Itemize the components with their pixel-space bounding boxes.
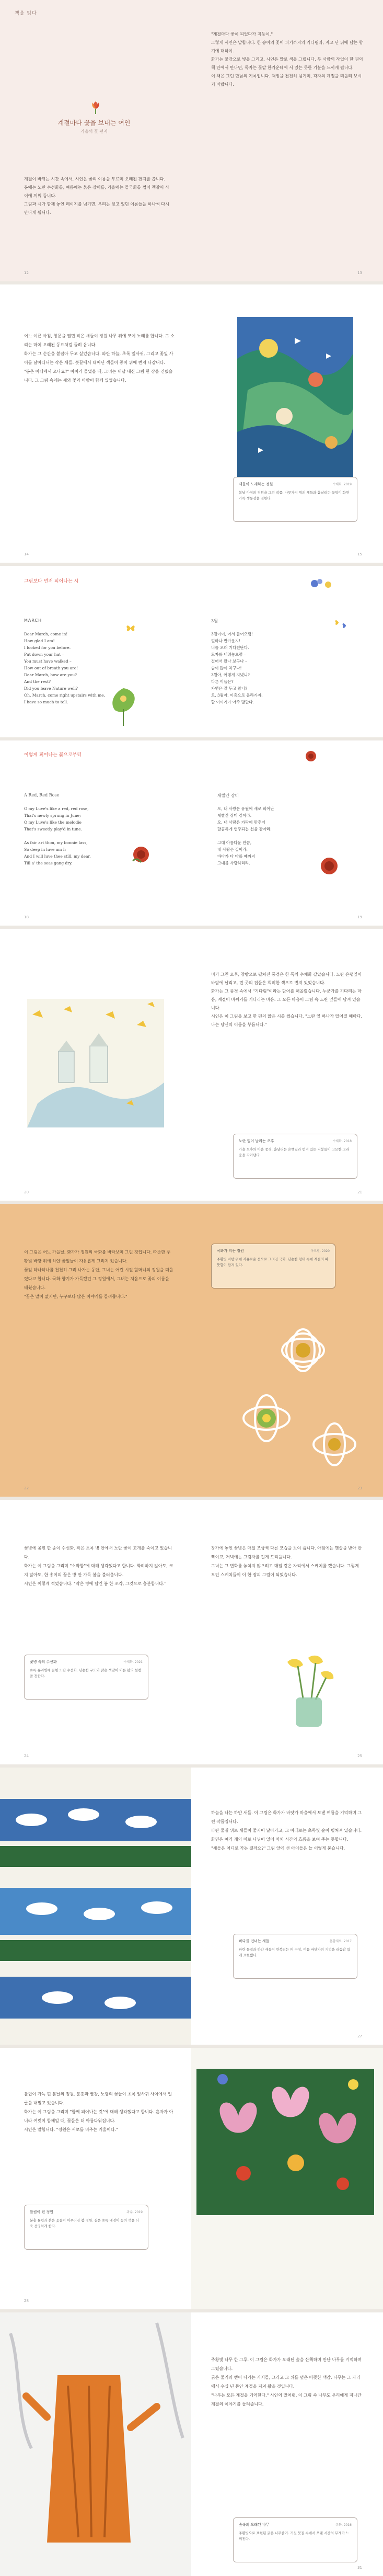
poem-title-korean: 새빨간 장미	[217, 793, 239, 798]
page-number-right: 23	[357, 1486, 362, 1490]
caption-meta: 아크릴, 2020	[310, 1249, 330, 1253]
caption-meta: 과슈, 2019	[126, 2210, 143, 2214]
artwork-caption	[233, 1134, 357, 1179]
birds-garden-painting	[237, 317, 353, 480]
flying-birds-painting	[0, 1768, 191, 2045]
spread-1	[0, 0, 383, 281]
page-number-left: 12	[24, 271, 29, 275]
body-text-right: "계절마다 꽃이 피었다가 지듯이." 그렇게 시인은 말합니다. 한 송이의 꽃이 피기까지의 기다림과, 지고 난 뒤에 남는 향기에 대하여. 화가는 물감으로 빛을 그리고, 시인은 말로 색을 그립니다. 두 사람의 작업이 한 권의 책 안에서 만나면, 독자는 꽃밭 한가운데에 서 있는 듯한 기분을 느끼게 됩니다. 이 책은 그런 만남의 기록입니다. 책장을 천천히 넘기며, 각자의 계절을 떠올려 보시기 바랍니다.	[211, 32, 363, 87]
poem-title-korean: 3월	[211, 619, 218, 623]
caption-title: 숲속의 오래된 나무	[239, 2523, 270, 2527]
page-number-right: 31	[357, 2566, 362, 2570]
section-heading: 그림보다 먼저 피어나는 시	[24, 579, 79, 584]
poem-title-english: MARCH	[24, 618, 42, 623]
caption-meta: 혼합재료, 2017	[329, 1940, 352, 1943]
page-number-left: 22	[24, 1486, 29, 1490]
butterfly-icon	[125, 623, 136, 633]
section-tag: 책을 읽다	[15, 11, 37, 16]
spread-7	[0, 1500, 383, 1764]
chapter-title: 계절마다 꽃을 보내는 여인	[57, 119, 131, 127]
caption-title: 꽃병 속의 수선화	[30, 1660, 57, 1664]
caption-title: 튤립이 핀 정원	[30, 2210, 54, 2214]
poem-english: Dear March, come in! How glad I am! I looked for you before. Put down your hat – You must have walked – How out of breath you are! Dear March, how are you? And the rest? Did you leave Nature well? Oh, March, come right upstairs with me, I have so much to tell.	[24, 632, 106, 704]
artwork-caption	[211, 1244, 335, 1289]
spread-9	[0, 2048, 383, 2309]
body-text-right: 하늘을 나는 하얀 새들. 이 그림은 화가가 바닷가 마을에서 보낸 여름을 기억하며 그린 작품입니다. 파란 물결 위로 새들이 줄지어 날아가고, 그 아래로는 초록빛 숲이 펼쳐져 있습니다. 화면은 여러 개의 띠로 나뉘어 있어 마치 시간의 흐름을 보여 주는 듯합니다. "새들은 어디로 가는 걸까요?" 그림 앞에 선 아이들은 늘 이렇게 묻습니다.	[211, 1810, 362, 1851]
page-number-right: 19	[357, 915, 362, 919]
caption-body: 주황빛으로 표현된 굵은 나무줄기. 거친 붓질 속에서 오랜 시간의 무게가 느껴진다.	[239, 2531, 350, 2541]
spread-3	[0, 566, 383, 737]
body-text-left: 튤립이 가득 핀 봄날의 정원. 분홍과 빨강, 노랑의 꽃들이 초록 잎사귀 사이에서 얼굴을 내밀고 있습니다. 화가는 이 그림을 그리며 "함께 피어나는 것"에 대해 생각했다고 합니다. 혼자가 아니라 여럿이 함께일 때, 꽃들은 더 아름다워집니다. 시인은 말합니다. "정원은 서로를 비추는 거울이다."	[24, 2092, 173, 2132]
spread-2	[0, 284, 383, 563]
body-text-right: 비가 그친 오후, 창밖으로 펼쳐진 풍경은 한 폭의 수채화 같았습니다. 노란 은행잎이 바람에 날리고, 먼 곳의 집들은 희미한 색으로 번져 있었습니다. 화가는 그 풍경 속에서 "기다림"이라는 단어를 떠올렸습니다. 누군가를 기다리는 마음, 계절이 바뀌기를 기다리는 마음. 그 모든 마음이 그림 속 노란 잎들에 담겨 있습니다. 시인은 이 그림을 보고 한 편의 짧은 시를 썼습니다. "노란 잎 하나가 떨어질 때마다, 나는 당신의 이름을 부릅니다."	[211, 972, 363, 1027]
body-text-left: 이 그림은 어느 가을날, 화가가 정원의 국화를 바라보며 그린 것입니다. 따뜻한 주황빛 바탕 위에 하얀 꽃잎들이 자유롭게 그려져 있습니다. 꽃잎 하나하나를 천천히 그려 나가는 동안, 그녀는 어린 시절 할머니의 정원을 떠올렸다고 합니다. 국화 향기가 가득했던 그 정원에서, 그녀는 처음으로 꽃의 이름을 배웠습니다. "꽃은 말이 없지만, 누구보다 많은 이야기를 들려줍니다."	[24, 1250, 173, 1299]
chapter-subtitle: 가을의 꽃 편지	[80, 129, 108, 134]
caption-title: 노란 잎이 날리는 오후	[239, 1139, 274, 1143]
body-text-left: 어느 이른 아침, 창문을 열면 작은 새들이 정원 나무 위에 모여 노래를 합니다. 그 소리는 마치 오래된 동요처럼 들려 옵니다. 화가는 그 순간을 붙잡아 두고 싶었습니다. 파란 하늘, 초록 잎사귀, 그리고 꽃잎 사이를 날아다니는 작은 새들. 붓끝에서 태어난 색들이 종이 위에 번져 나갑니다. "봄은 어디에서 오나요?" 아이가 물었을 때, 그녀는 대답 대신 그림 한 장을 건넸습니다. 그 그림 속에는 새와 꽃과 바람이 함께 있었습니다.	[24, 334, 175, 383]
artwork-caption	[24, 2205, 148, 2250]
poem-korean: 오, 내 사랑은 유월에 새로 피어난 새빨간 장미 같아라. 오, 내 사랑은 가락에 맞추어 달콤하게 연주되는 선율 같아라. 그대 아름다운 만큼, 내 사랑은 깊어라. 바다가 다 마를 때까지 그대를 사랑하리라.	[217, 806, 274, 865]
spread-8	[0, 1768, 383, 2045]
white-chrysanthemums-painting	[230, 1308, 366, 1486]
page-number-right: 21	[357, 1190, 362, 1194]
body-text-left: 계절이 바뀌는 시간 속에서, 시인은 꽃의 이름을 부르며 오래된 편지를 씁니다. 봄에는 노란 수선화를, 여름에는 붉은 장미를, 가을에는 들국화를 꺾어 책갈피 사이에 끼워 둡니다. 그림과 시가 함께 놓인 페이지를 넘기면, 우리는 잊고 있던 이름들을 하나씩 다시 만나게 됩니다.	[24, 177, 169, 215]
body-text-right: 창가에 놓인 꽃병은 매일 조금씩 다른 모습을 보여 줍니다. 아침에는 햇살을 받아 반짝이고, 저녁에는 그림자를 길게 드리웁니다. 그녀는 그 변화를 놓치지 않으려고 매일 같은 자리에서 스케치를 했습니다. 그렇게 모인 스케치들이 이 한 장의 그림이 되었습니다.	[211, 1546, 362, 1577]
tulip-garden-painting	[191, 2048, 383, 2309]
caption-body: 가을 오후의 마을 풍경. 흩날리는 은행잎과 번져 있는 지붕들이 고요한 그리움을 자아낸다.	[239, 1147, 350, 1157]
body-text-right: 주황빛 나무 한 그루. 이 그림은 화가가 오래된 숲을 산책하며 만난 나무를 기억하며 그렸습니다. 굵은 줄기와 뻗어 나가는 가지들, 그리고 그 위를 덮은 따뜻한 색감. 나무는 그 자리에서 수십 년 동안 계절을 지켜 왔을 것입니다. "나무는 모든 계절을 기억한다." 시인의 말처럼, 이 그림 속 나무도 우리에게 지나간 계절의 이야기를 들려줍니다.	[211, 2357, 362, 2407]
caption-body: 파란 물결과 하얀 새들이 반복되는 띠 구성. 여름 바닷가의 기억을 리듬감 있게 표현했다.	[239, 1947, 351, 1957]
poem-title-english: A Red, Red Rose	[24, 793, 60, 797]
caption-title: 새들이 노래하는 정원	[239, 482, 273, 486]
caption-meta: 유화, 2016	[335, 2523, 352, 2527]
spread-10	[0, 2312, 383, 2576]
red-rose-icon	[131, 845, 152, 864]
page-number-right: 13	[357, 271, 362, 275]
poem-korean: 3월이여, 어서 들어오렴! 얼마나 반가운지! 너를 오래 기다렸단다. 모자를 내려놓으렴 – 걸어서 왔나 보구나 – 숨이 많이 차구나! 3월아, 어떻게 지냈니? 다른 이들은? 자연은 잘 두고 왔니? 오, 3월아, 이층으로 올라가자, 할 이야기가 아주 많단다.	[211, 632, 263, 704]
spread-6	[0, 1204, 383, 1497]
yellow-leaves-landscape-painting	[27, 999, 164, 1127]
green-leaf-flower-icon	[108, 686, 139, 727]
caption-meta: 수채화, 2021	[123, 1660, 143, 1664]
caption-body: 초록 유리병에 꽂힌 노란 수선화. 단순한 구도와 맑은 색감이 이른 봄의 설렘을 전한다.	[30, 1668, 142, 1678]
page-number-left: 14	[24, 552, 29, 556]
section-heading: 이렇게 피어나는 꽃으로부터	[24, 753, 82, 758]
spread-5	[0, 929, 383, 1201]
page-number-right: 15	[357, 552, 362, 556]
page-number-left: 20	[24, 1190, 29, 1194]
tulip-emblem-icon	[89, 99, 102, 115]
page-number-right: 25	[357, 1754, 362, 1758]
body-text-left: 꽃병에 꽂힌 한 송이 수선화. 작은 초록 병 안에서 노란 꽃이 고개를 숙이고 있습니다. 화가는 이 그림을 그리며 "소박함"에 대해 생각했다고 합니다. 화려하지 않아도, 크지 않아도, 한 송이의 꽃은 방 안 가득 봄을 불러옵니다. 시인은 이렇게 적었습니다. "작은 병에 담긴 봄 한 조각, 그것으로 충분합니다."	[24, 1546, 173, 1586]
page-number-right: 27	[357, 2034, 362, 2038]
poem-english: O my Luve's like a red, red rose, That's newly sprung in June; O my Luve's like the melodie That's sweetly play'd in tune. As fair art thou, my bonnie lass, So deep in luve am I; And I will luve thee still, my dear, Till a' the seas gang dry.	[24, 806, 91, 865]
page-number-left: 18	[24, 915, 29, 919]
caption-body: 주황빛 바탕 위에 자유로운 선으로 그려진 국화. 단순한 형태 속에 계절의 따뜻함이 담겨 있다.	[217, 1257, 329, 1267]
caption-title: 바다를 건너는 새들	[239, 1939, 270, 1943]
flower-border-decoration	[210, 577, 341, 592]
daffodil-vase-painting	[277, 1651, 340, 1730]
caption-meta: 수채화, 2019	[332, 483, 352, 486]
artwork-caption	[24, 1655, 148, 1700]
red-rose-icon	[318, 856, 341, 876]
caption-body: 봄날 아침의 정원을 그린 작품. 나뭇가지 위의 새들과 흩날리는 꽃잎이 화면 가득 생동감을 전한다.	[239, 491, 350, 500]
spread-4	[0, 740, 383, 926]
artwork-caption	[233, 2517, 357, 2562]
butterflies-icon	[334, 618, 350, 630]
artwork-caption	[233, 1934, 357, 1979]
caption-meta: 수채화, 2018	[332, 1139, 352, 1143]
caption-body: 분홍 튤립과 붉은 꽃들이 어우러진 봄 정원. 짙은 초록 배경이 꽃의 색을 더욱 선명하게 한다.	[30, 2218, 139, 2228]
orange-tree-painting	[0, 2312, 191, 2576]
page-number-left: 28	[24, 2299, 29, 2303]
page-number-left: 24	[24, 1754, 29, 1758]
caption-title: 국화가 피는 정원	[217, 1249, 244, 1253]
red-rose-icon	[303, 750, 319, 762]
artwork-caption	[233, 477, 357, 522]
